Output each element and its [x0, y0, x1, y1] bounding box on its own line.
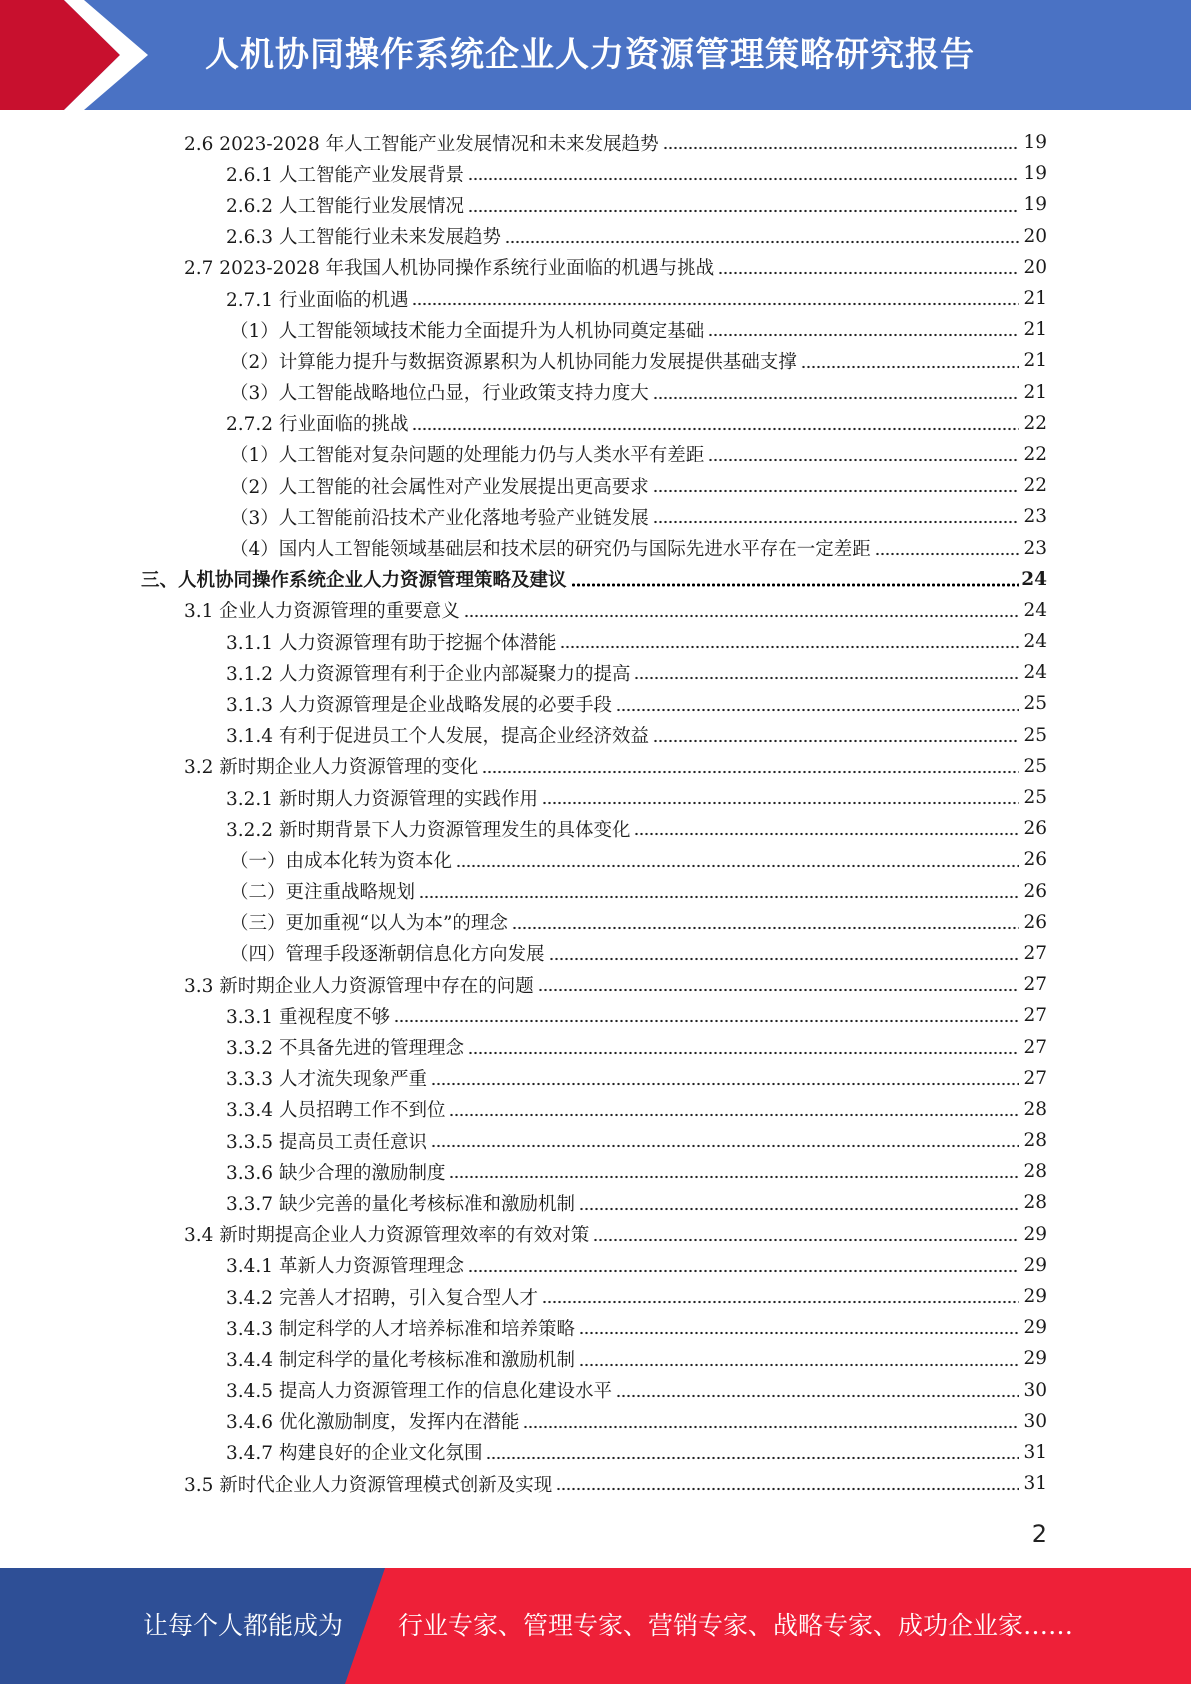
toc-entry[interactable] — [0, 657, 1191, 688]
toc-entry-title: 3.4 新时期提高企业人力资源管理效率的有效对策 — [184, 1225, 590, 1247]
toc-entry-title: （1）人工智能对复杂问题的处理能力仍与人类水平有差距 — [230, 445, 705, 467]
toc-entry-title: 2.6.1 人工智能产业发展背景 — [226, 164, 464, 186]
toc-entry-page: 24 — [1023, 599, 1047, 621]
toc-entry[interactable] — [0, 189, 1191, 220]
page-number: 2 — [1031, 1520, 1047, 1548]
toc-entry-page: 20 — [1023, 256, 1047, 278]
toc-leader-dots — [549, 957, 1019, 961]
header-title: 人机协同操作系统企业人力资源管理策略研究报告 — [205, 35, 975, 75]
toc-leader-dots — [579, 1363, 1019, 1367]
toc-entry[interactable] — [0, 938, 1191, 969]
toc-leader-dots — [616, 1394, 1019, 1398]
toc-entry[interactable] — [0, 907, 1191, 938]
toc-entry[interactable] — [0, 626, 1191, 657]
toc-entry-title: 3.3.3 人才流失现象严重 — [226, 1069, 427, 1091]
toc-entry[interactable] — [0, 1000, 1191, 1031]
toc-entry[interactable] — [0, 1156, 1191, 1187]
toc-entry-title: 2.6.2 人工智能行业发展情况 — [226, 195, 464, 217]
toc-entry-title: 3.4.1 革新人力资源管理理念 — [226, 1256, 464, 1278]
toc-entry-page: 24 — [1023, 662, 1047, 684]
toc-entry[interactable] — [0, 1312, 1191, 1343]
toc-entry[interactable] — [0, 1406, 1191, 1437]
toc-entry-title: （2）人工智能的社会属性对产业发展提出更高要求 — [230, 476, 649, 498]
toc-leader-dots — [718, 271, 1019, 275]
toc-leader-dots — [579, 1207, 1019, 1211]
toc-entry[interactable] — [0, 532, 1191, 563]
toc-entry-title: （三）更加重视“以人为本”的理念 — [230, 913, 508, 935]
toc-entry-page: 29 — [1023, 1254, 1047, 1276]
toc-entry[interactable] — [0, 283, 1191, 314]
toc-entry-title: 3.2.1 新时期人力资源管理的实践作用 — [226, 788, 538, 810]
toc-entry[interactable] — [0, 408, 1191, 439]
toc-entry-page: 25 — [1023, 755, 1047, 777]
toc-entry-page: 27 — [1023, 1036, 1047, 1058]
page-footer — [0, 1568, 1191, 1684]
toc-leader-dots — [708, 333, 1019, 337]
toc-leader-dots — [542, 1300, 1019, 1304]
toc-entry-title: 3.4.3 制定科学的人才培养标准和培养策略 — [226, 1318, 575, 1340]
toc-entry-page: 27 — [1023, 942, 1047, 964]
toc-entry-title: 3.4.6 优化激励制度，发挥内在潜能 — [226, 1412, 520, 1434]
toc-leader-dots — [538, 988, 1019, 992]
toc-entry-page: 26 — [1023, 880, 1047, 902]
toc-entry[interactable] — [0, 751, 1191, 782]
toc-entry[interactable] — [0, 1375, 1191, 1406]
toc-entry[interactable] — [0, 1125, 1191, 1156]
toc-leader-dots — [653, 396, 1019, 400]
toc-entry-page: 23 — [1023, 506, 1047, 528]
toc-leader-dots — [419, 895, 1019, 899]
toc-entry-title: （3）人工智能前沿技术产业化落地考验产业链发展 — [230, 507, 649, 529]
toc-entry-title: 2.6 2023-2028 年人工智能产业发展情况和未来发展趋势 — [184, 133, 659, 155]
toc-entry-page: 28 — [1023, 1130, 1047, 1152]
toc-entry-title: 3.1.1 人力资源管理有助于挖掘个体潜能 — [226, 632, 557, 654]
toc-entry-page: 21 — [1023, 288, 1047, 310]
toc-entry-page: 22 — [1023, 412, 1047, 434]
toc-entry[interactable] — [0, 314, 1191, 345]
toc-entry[interactable] — [0, 564, 1191, 595]
toc-entry-page: 30 — [1023, 1379, 1047, 1401]
toc-leader-dots — [616, 708, 1019, 712]
toc-entry-page: 29 — [1023, 1317, 1047, 1339]
toc-entry[interactable] — [0, 1343, 1191, 1374]
toc-entry-page: 30 — [1023, 1410, 1047, 1432]
toc-entry-page: 21 — [1023, 350, 1047, 372]
toc-leader-dots — [571, 583, 1019, 587]
toc-entry[interactable] — [0, 377, 1191, 408]
toc-entry[interactable] — [0, 470, 1191, 501]
toc-entry-title: （1）人工智能领域技术能力全面提升为人机协同奠定基础 — [230, 320, 705, 342]
toc-entry-page: 19 — [1023, 163, 1047, 185]
toc-entry-page: 27 — [1023, 1067, 1047, 1089]
toc-entry-page: 27 — [1023, 974, 1047, 996]
toc-leader-dots — [468, 209, 1019, 213]
toc-leader-dots — [505, 240, 1019, 244]
toc-entry[interactable] — [0, 1031, 1191, 1062]
toc-entry-page: 31 — [1023, 1473, 1047, 1495]
toc-leader-dots — [468, 1269, 1019, 1273]
toc-entry-page: 29 — [1023, 1286, 1047, 1308]
toc-entry[interactable] — [0, 1437, 1191, 1468]
toc-entry-title: 三、人机协同操作系统企业人力资源管理策略及建议 — [141, 570, 567, 592]
toc-entry-title: （二）更注重战略规划 — [230, 882, 416, 904]
toc-entry-page: 21 — [1023, 319, 1047, 341]
toc-entry-title: 3.4.7 构建良好的企业文化氛围 — [226, 1443, 483, 1465]
toc-entry[interactable] — [0, 127, 1191, 158]
toc-entry-page: 26 — [1023, 911, 1047, 933]
toc-entry-page: 23 — [1023, 537, 1047, 559]
toc-entry-title: 3.3.5 提高员工责任意识 — [226, 1131, 427, 1153]
toc-leader-dots — [449, 1113, 1019, 1117]
toc-entry-page: 24 — [1021, 568, 1047, 590]
toc-leader-dots — [412, 427, 1019, 431]
toc-entry-page: 29 — [1023, 1348, 1047, 1370]
toc-leader-dots — [801, 365, 1019, 369]
toc-entry-title: 3.1.3 人力资源管理是企业战略发展的必要手段 — [226, 694, 612, 716]
toc-entry-title: 3.4.2 完善人才招聘，引入复合型人才 — [226, 1287, 538, 1309]
toc-entry[interactable] — [0, 1219, 1191, 1250]
toc-entry-title: （3）人工智能战略地位凸显，行业政策支持力度大 — [230, 383, 649, 405]
toc-entry[interactable] — [0, 1250, 1191, 1281]
toc-entry-title: 3.2.2 新时期背景下人力资源管理发生的具体变化 — [226, 819, 631, 841]
toc-entry-title: 3.2 新时期企业人力资源管理的变化 — [184, 757, 479, 779]
page-header — [0, 0, 1191, 110]
toc-entry-title: 2.7 2023-2028 年我国人机协同操作系统行业面临的机遇与挑战 — [184, 258, 715, 280]
toc-entry[interactable] — [0, 1468, 1191, 1499]
toc-leader-dots — [634, 832, 1019, 836]
toc-entry-title: 2.6.3 人工智能行业未来发展趋势 — [226, 227, 501, 249]
toc-entry-title: 3.3.1 重视程度不够 — [226, 1006, 390, 1028]
toc-entry[interactable] — [0, 158, 1191, 189]
toc-leader-dots — [464, 614, 1019, 618]
toc-entry-title: （2）计算能力提升与数据资源累积为人机协同能力发展提供基础支撑 — [230, 351, 797, 373]
toc-leader-dots — [708, 458, 1019, 462]
toc-entry-page: 25 — [1023, 693, 1047, 715]
toc-leader-dots — [523, 1425, 1019, 1429]
toc-entry-page: 19 — [1023, 132, 1047, 154]
toc-entry[interactable] — [0, 782, 1191, 813]
toc-entry-title: （四）管理手段逐渐朝信息化方向发展 — [230, 944, 545, 966]
toc-leader-dots — [556, 1487, 1019, 1491]
toc-entry-title: （4）国内人工智能领域基础层和技术层的研究仍与国际先进水平存在一定差距 — [230, 539, 871, 561]
toc-leader-dots — [663, 146, 1019, 150]
toc-entry-title: 3.4.4 制定科学的量化考核标准和激励机制 — [226, 1349, 575, 1371]
toc-entry-title: 3.1 企业人力资源管理的重要意义 — [184, 601, 460, 623]
toc-leader-dots — [394, 1019, 1019, 1023]
toc-leader-dots — [468, 1051, 1019, 1055]
toc-entry[interactable] — [0, 720, 1191, 751]
toc-leader-dots — [486, 1456, 1019, 1460]
toc-entry[interactable] — [0, 439, 1191, 470]
toc-entry[interactable] — [0, 1281, 1191, 1312]
toc-leader-dots — [512, 926, 1019, 930]
toc-entry-title: 3.1.2 人力资源管理有利于企业内部凝聚力的提高 — [226, 663, 631, 685]
toc-leader-dots — [875, 552, 1019, 556]
toc-entry[interactable] — [0, 1187, 1191, 1218]
toc-entry[interactable] — [0, 221, 1191, 252]
header-chevron-graphic — [0, 0, 160, 110]
toc-entry[interactable] — [0, 688, 1191, 719]
toc-entry-title: 3.3.2 不具备先进的管理理念 — [226, 1038, 464, 1060]
toc-entry[interactable] — [0, 1094, 1191, 1125]
toc-entry[interactable] — [0, 595, 1191, 626]
toc-entry-title: （一）由成本化转为资本化 — [230, 850, 453, 872]
toc-entry-page: 28 — [1023, 1192, 1047, 1214]
table-of-contents — [0, 127, 1191, 1499]
toc-entry[interactable] — [0, 252, 1191, 283]
toc-entry-page: 27 — [1023, 1005, 1047, 1027]
toc-leader-dots — [634, 676, 1019, 680]
toc-entry[interactable] — [0, 501, 1191, 532]
toc-entry[interactable] — [0, 844, 1191, 875]
toc-leader-dots — [482, 770, 1019, 774]
toc-entry-page: 22 — [1023, 443, 1047, 465]
toc-leader-dots — [456, 864, 1019, 868]
toc-entry-page: 22 — [1023, 475, 1047, 497]
toc-entry-title: 3.3.7 缺少完善的量化考核标准和激励机制 — [226, 1193, 575, 1215]
toc-leader-dots — [593, 1238, 1019, 1242]
toc-entry[interactable] — [0, 969, 1191, 1000]
toc-entry-page: 28 — [1023, 1161, 1047, 1183]
toc-entry-page: 19 — [1023, 194, 1047, 216]
toc-leader-dots — [653, 520, 1019, 524]
toc-entry-title: 3.5 新时代企业人力资源管理模式创新及实现 — [184, 1474, 553, 1496]
toc-entry-title: 2.7.1 行业面临的机遇 — [226, 289, 409, 311]
toc-entry-page: 25 — [1023, 787, 1047, 809]
toc-entry[interactable] — [0, 813, 1191, 844]
toc-leader-dots — [468, 177, 1019, 181]
toc-entry[interactable] — [0, 345, 1191, 376]
toc-leader-dots — [653, 489, 1019, 493]
toc-leader-dots — [560, 645, 1019, 649]
toc-leader-dots — [431, 1082, 1019, 1086]
toc-entry[interactable] — [0, 1063, 1191, 1094]
toc-leader-dots — [412, 302, 1019, 306]
footer-slogan-right: 行业专家、管理专家、营销专家、战略专家、成功企业家…… — [398, 1611, 1074, 1640]
toc-entry-page: 21 — [1023, 381, 1047, 403]
footer-slogan-left: 让每个人都能成为 — [143, 1611, 344, 1640]
toc-entry-title: 3.4.5 提高人力资源管理工作的信息化建设水平 — [226, 1381, 612, 1403]
toc-entry-page: 26 — [1023, 818, 1047, 840]
toc-entry-title: 3.3.6 缺少合理的激励制度 — [226, 1162, 446, 1184]
toc-leader-dots — [449, 1175, 1019, 1179]
toc-entry[interactable] — [0, 876, 1191, 907]
toc-entry-title: 3.3 新时期企业人力资源管理中存在的问题 — [184, 975, 534, 997]
toc-entry-page: 29 — [1023, 1223, 1047, 1245]
toc-leader-dots — [431, 1144, 1019, 1148]
toc-entry-title: 2.7.2 行业面临的挑战 — [226, 414, 409, 436]
toc-entry-page: 28 — [1023, 1098, 1047, 1120]
toc-entry-title: 3.1.4 有利于促进员工个人发展，提高企业经济效益 — [226, 726, 649, 748]
toc-leader-dots — [579, 1331, 1019, 1335]
toc-entry-page: 25 — [1023, 724, 1047, 746]
toc-leader-dots — [653, 739, 1019, 743]
toc-entry-page: 24 — [1023, 631, 1047, 653]
toc-leader-dots — [542, 801, 1019, 805]
toc-entry-title: 3.3.4 人员招聘工作不到位 — [226, 1100, 446, 1122]
toc-entry-page: 20 — [1023, 225, 1047, 247]
toc-entry-page: 26 — [1023, 849, 1047, 871]
toc-entry-page: 31 — [1023, 1441, 1047, 1463]
